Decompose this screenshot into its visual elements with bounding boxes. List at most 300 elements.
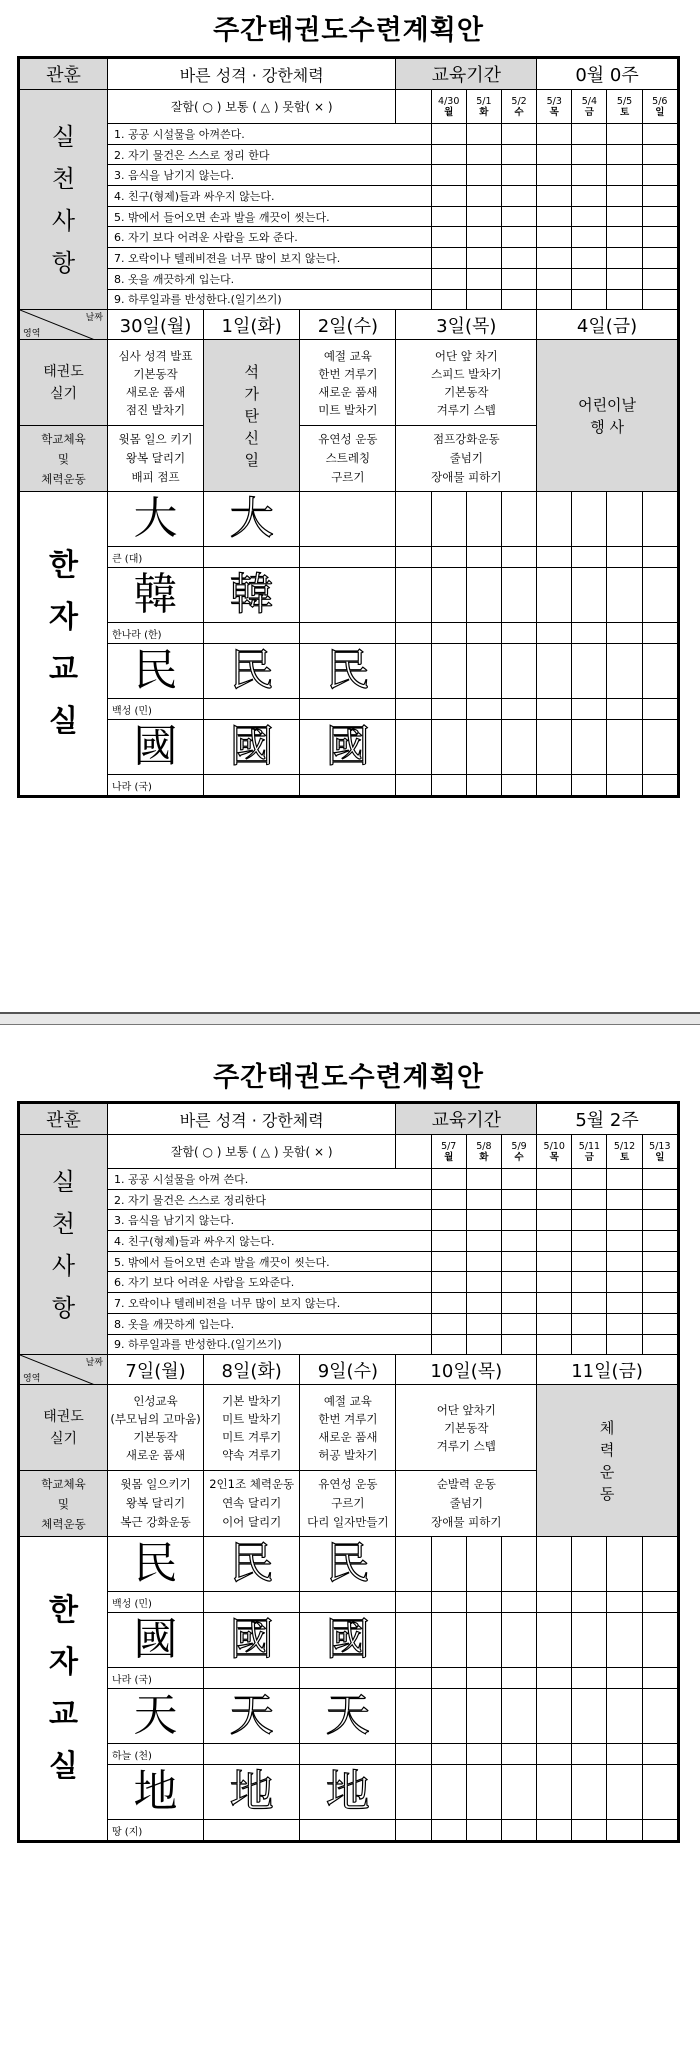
period-value: 5월 2주 [537, 1104, 678, 1135]
check-cell[interactable] [537, 1293, 572, 1314]
hanja-trace-char: 民 [300, 1537, 396, 1592]
hanja-char: 國 [107, 720, 203, 775]
check-cell[interactable] [642, 1272, 677, 1293]
check-cell[interactable] [431, 1251, 466, 1272]
hanja-reading-row [20, 1592, 678, 1613]
check-cell[interactable] [431, 1313, 466, 1334]
hanja-practice-cell[interactable] [607, 1537, 642, 1592]
check-cell[interactable] [572, 1272, 607, 1293]
check-cell[interactable] [466, 1293, 501, 1314]
check-cell[interactable] [431, 1293, 466, 1314]
period-value: 0월 0주 [537, 59, 678, 90]
hanja-char: 韓 [107, 568, 203, 623]
hanja-reading-blank[interactable] [204, 1744, 300, 1765]
check-cell[interactable] [537, 1272, 572, 1293]
hanja-char: 民 [107, 1537, 203, 1592]
schedule-line: 한번 겨루기 [318, 366, 378, 381]
check-cell[interactable] [431, 1189, 466, 1210]
schedule-line: 이어 달리기 [222, 1515, 282, 1530]
hanja-reading: 땅 (지) [107, 1820, 203, 1841]
sheet-title: 주간태권도수련계획안 [213, 15, 484, 46]
schedule-line: 새로운 품새 [318, 384, 378, 399]
pe-label: 학교체육 및 체력운동 [20, 426, 108, 492]
practice-label-char: 천 [51, 1209, 76, 1238]
practice-row [20, 1169, 678, 1190]
hanja-reading-blank[interactable] [642, 1668, 677, 1689]
schedule-line: 유연성 운동 [318, 1477, 378, 1492]
hanja-practice-cell[interactable] [396, 1613, 431, 1668]
check-cell[interactable] [431, 1334, 466, 1355]
corner-area-label: 영역 [23, 329, 41, 340]
schedule-cell [204, 1471, 300, 1537]
check-date-header [642, 1135, 677, 1169]
hanja-char: 國 [107, 1613, 203, 1668]
practice-row [20, 1313, 678, 1334]
hanja-char: 民 [107, 644, 203, 699]
schedule-line: 기본동작 [444, 1420, 489, 1435]
schedule-cell [107, 1385, 203, 1471]
hanja-practice-cell[interactable] [396, 1689, 431, 1744]
hanja-reading-blank[interactable] [431, 1820, 466, 1841]
hanja-practice-cell[interactable] [642, 1765, 677, 1820]
check-day: 토 [619, 106, 630, 118]
practice-item: 5. 밖에서 들어오면 손과 발을 깨끗이 씻는다. [107, 1251, 431, 1272]
hanja-practice-cell[interactable] [466, 1689, 501, 1744]
hanja-char: 天 [107, 1689, 203, 1744]
check-cell[interactable] [537, 1313, 572, 1334]
plan-sheet [17, 0, 680, 2049]
schedule-line: 유연성 운동 [318, 432, 378, 447]
hanja-trace-char: 民 [204, 1537, 300, 1592]
hanja-row [20, 1537, 678, 1592]
practice-row [20, 1251, 678, 1272]
hanja-practice-cell[interactable] [607, 1689, 642, 1744]
check-date: 5/4 [581, 95, 598, 107]
check-cell[interactable] [572, 1251, 607, 1272]
schedule-line: 스트레칭 [325, 451, 371, 466]
check-day: 화 [479, 1151, 489, 1163]
hanja-label-char: 교 [48, 1696, 78, 1732]
schedule-line: 한번 겨루기 [318, 1411, 378, 1426]
hanja-practice-cell[interactable] [607, 1765, 642, 1820]
hanja-reading-blank[interactable] [572, 1668, 607, 1689]
check-cell[interactable] [501, 1313, 536, 1334]
hanja-reading-blank[interactable] [501, 1592, 536, 1613]
schedule-line: 어단 앞 차기 [434, 348, 498, 363]
check-date: 5/3 [546, 95, 562, 107]
schedule-line: 줄넘기 [449, 451, 483, 466]
corner-area-label: 영역 [23, 1374, 41, 1385]
schedule-line: 점프강화운동 [432, 432, 500, 447]
hanja-practice-cell[interactable] [572, 1689, 607, 1744]
hanja-reading-blank[interactable] [466, 1668, 501, 1689]
check-cell[interactable] [642, 1210, 677, 1231]
schedule-cell [300, 1471, 396, 1537]
check-cell[interactable] [537, 1334, 572, 1355]
practice-label-char: 실 [51, 1167, 76, 1196]
hanja-reading-blank[interactable] [204, 1592, 300, 1613]
check-date-header [501, 1135, 536, 1169]
check-cell[interactable] [431, 1231, 466, 1252]
schedule-line: (부모님의 고마움) [110, 1411, 201, 1426]
hanja-trace-char: 地 [300, 1765, 396, 1820]
check-cell[interactable] [642, 1189, 677, 1210]
check-cell[interactable] [501, 1169, 536, 1190]
hanja-trace-char: 國 [204, 1613, 300, 1668]
check-day: 금 [584, 106, 594, 118]
hanja-practice-cell[interactable] [642, 1613, 677, 1668]
hanja-reading-blank[interactable] [537, 1592, 572, 1613]
hanja-reading-blank[interactable] [537, 1744, 572, 1765]
check-date-header [466, 1135, 501, 1169]
plan-grid [19, 1103, 678, 1841]
check-cell[interactable] [466, 1189, 501, 1210]
hanja-practice-cell[interactable] [501, 1613, 536, 1668]
hanja-reading-blank[interactable] [607, 1668, 642, 1689]
hanja-practice-cell[interactable] [607, 1613, 642, 1668]
hanja-reading-blank[interactable] [537, 1668, 572, 1689]
check-day: 일 [655, 106, 665, 118]
hanja-reading-blank[interactable] [642, 1820, 677, 1841]
corner-cell [20, 1355, 108, 1385]
schedule-line: 왕복 달리기 [125, 1496, 186, 1511]
check-cell[interactable] [466, 1251, 501, 1272]
check-cell[interactable] [537, 1231, 572, 1252]
check-cell[interactable] [466, 1169, 501, 1190]
day-header: 4일(금) [537, 310, 678, 340]
day-header: 7일(월) [107, 1355, 203, 1385]
schedule-line: 미트 겨루기 [222, 1429, 282, 1444]
check-cell[interactable] [466, 1231, 501, 1252]
hanja-reading-blank[interactable] [431, 1744, 466, 1765]
check-cell[interactable] [642, 1313, 677, 1334]
check-date: 5/2 [511, 95, 527, 107]
hanja-reading-blank[interactable] [396, 1592, 431, 1613]
schedule-line: 예절 교육 [323, 1393, 372, 1408]
hanja-trace-char: 大 [204, 492, 300, 547]
schedule-line: 새로운 품새 [125, 384, 186, 399]
hanja-practice-cell[interactable] [466, 1613, 501, 1668]
schedule-line: 다리 일자만들기 [307, 1515, 389, 1530]
corner-date-label: 날짜 [85, 313, 103, 324]
schedule-line: 스피드 발차기 [431, 366, 502, 381]
practice-item: 1. 공공 시설물을 아껴 쓴다. [107, 1169, 431, 1190]
check-date: 5/13 [649, 1140, 671, 1152]
practice-row [20, 1293, 678, 1314]
check-day: 금 [584, 1151, 594, 1163]
period-label: 교육기간 [396, 1104, 537, 1135]
check-date: 5/9 [511, 1140, 527, 1152]
schedule-line: 미트 발차기 [222, 1411, 282, 1426]
check-cell[interactable] [607, 1272, 642, 1293]
schedule-line: 미트 발차기 [318, 402, 378, 417]
hanja-practice-cell[interactable] [396, 1537, 431, 1592]
check-cell[interactable] [572, 1169, 607, 1190]
check-day: 목 [549, 106, 559, 118]
hanja-practice-cell[interactable] [572, 1765, 607, 1820]
check-day: 월 [444, 1151, 454, 1163]
check-cell[interactable] [607, 1189, 642, 1210]
hanja-trace-char: 國 [300, 720, 396, 775]
day-header: 11일(금) [537, 1355, 678, 1385]
schedule-line: 구르기 [331, 470, 365, 485]
schedule-cell [300, 1385, 396, 1471]
check-cell[interactable] [607, 1251, 642, 1272]
hanja-reading: 백성 (민) [107, 699, 203, 720]
hanja-trace-char: 國 [300, 1613, 396, 1668]
hanja-practice-cell[interactable] [431, 1537, 466, 1592]
practice-label-char: 천 [51, 164, 76, 193]
hanja-practice-cell[interactable] [431, 1765, 466, 1820]
schedule-line: 복근 강화운동 [120, 1515, 191, 1530]
hanja-char: 地 [107, 1765, 203, 1820]
hanja-row [20, 1613, 678, 1668]
hanja-reading-row [20, 1820, 678, 1841]
check-cell[interactable] [642, 1169, 677, 1190]
hanja-trace-char: 民 [300, 644, 396, 699]
sheet-title: 주간태권도수련계획안 [213, 1062, 484, 1093]
hanja-reading-blank[interactable] [396, 1744, 431, 1765]
hanja-reading-blank[interactable] [204, 1820, 300, 1841]
hanja-reading: 나라 (국) [107, 1668, 203, 1689]
practice-label-char: 실 [51, 122, 76, 151]
practice-item: 2. 자기 물건은 스스로 정리 한다 [107, 144, 431, 165]
practice-item: 6. 자기 보다 어려운 사람을 도와준다. [107, 1272, 431, 1293]
practice-item: 3. 음식을 남기지 않는다. [107, 165, 431, 186]
check-cell[interactable] [466, 1313, 501, 1334]
hanja-practice-cell[interactable] [501, 1537, 536, 1592]
hanja-reading-blank[interactable] [607, 1592, 642, 1613]
check-cell[interactable] [572, 1231, 607, 1252]
check-cell[interactable] [607, 1231, 642, 1252]
schedule-line: 약속 겨루기 [222, 1447, 282, 1462]
check-cell[interactable] [607, 1293, 642, 1314]
hanja-practice-cell[interactable] [431, 1613, 466, 1668]
hanja-practice-cell[interactable] [572, 1537, 607, 1592]
check-cell[interactable] [607, 1210, 642, 1231]
hanja-reading-blank[interactable] [466, 1744, 501, 1765]
hanja-reading-row [20, 1744, 678, 1765]
hanja-practice-cell[interactable] [537, 1613, 572, 1668]
schedule-line: 인성교육 [133, 1393, 178, 1408]
check-cell[interactable] [607, 1313, 642, 1334]
schedule-cell [396, 1471, 537, 1537]
pe-label: 학교체육 및 체력운동 [20, 1471, 108, 1537]
hanja-reading-blank[interactable] [607, 1820, 642, 1841]
check-cell[interactable] [572, 1313, 607, 1334]
check-cell[interactable] [642, 1334, 677, 1355]
check-cell[interactable] [537, 1169, 572, 1190]
schedule-line: 연속 달리기 [222, 1496, 282, 1511]
hanja-trace-char: 天 [204, 1689, 300, 1744]
check-date: 5/5 [616, 95, 633, 107]
check-day: 토 [619, 1151, 630, 1163]
practice-item: 7. 오락이나 텔레비젼을 너무 많이 보지 않는다. [107, 248, 431, 269]
check-cell[interactable] [642, 1293, 677, 1314]
practice-item: 8. 옷을 깨끗하게 입는다. [107, 268, 431, 289]
schedule-line: 심사 성격 발표 [118, 348, 193, 363]
motto-label: 관훈 [20, 59, 108, 90]
check-cell[interactable] [572, 1210, 607, 1231]
schedule-line: 기본동작 [444, 384, 489, 399]
hanja-reading-blank[interactable] [572, 1820, 607, 1841]
day-header: 3일(목) [396, 310, 537, 340]
hanja-reading-blank[interactable] [396, 1668, 431, 1689]
practice-row [20, 1272, 678, 1293]
check-cell[interactable] [466, 1210, 501, 1231]
hanja-reading-blank[interactable] [431, 1668, 466, 1689]
taekwondo-label: 태권도 실기 [20, 1385, 108, 1471]
check-day: 수 [514, 106, 524, 118]
holiday-event-cell: 어린이날 행 사 [537, 340, 678, 492]
check-date-header [537, 1135, 572, 1169]
practice-item: 2. 자기 물건은 스스로 정리한다 [107, 1189, 431, 1210]
hanja-practice-cell[interactable] [466, 1537, 501, 1592]
hanja-practice-cell[interactable] [431, 1689, 466, 1744]
hanja-practice-cell[interactable] [642, 1689, 677, 1744]
hanja-reading-row [20, 1668, 678, 1689]
hanja-practice-cell[interactable] [537, 1689, 572, 1744]
hanja-reading-blank[interactable] [204, 1668, 300, 1689]
check-date: 5/11 [578, 1140, 601, 1152]
check-date: 5/8 [476, 1140, 492, 1152]
hanja-reading-blank[interactable] [607, 1744, 642, 1765]
check-cell[interactable] [501, 1231, 536, 1252]
hanja-reading-blank[interactable] [501, 1668, 536, 1689]
practice-label-char: 사 [51, 206, 76, 235]
check-date-header [607, 1135, 642, 1169]
check-cell[interactable] [572, 1334, 607, 1355]
hanja-reading-blank[interactable] [572, 1744, 607, 1765]
hanja-reading-blank[interactable] [300, 1592, 396, 1613]
schedule-line: 구르기 [331, 1496, 365, 1511]
schedule-line: 허공 발차기 [318, 1447, 378, 1462]
hanja-reading-blank[interactable] [300, 1820, 396, 1841]
schedule-line: 왕복 달리기 [125, 451, 186, 466]
hanja-label-char: 한 [48, 547, 78, 583]
hanja-practice-cell[interactable] [396, 1765, 431, 1820]
schedule-line: 순발력 운동 [436, 1477, 496, 1492]
schedule-line: 새로운 품새 [318, 1429, 378, 1444]
schedule-line: 기본동작 [133, 1429, 178, 1444]
schedule-line: 장애물 피하기 [431, 1515, 502, 1530]
check-cell[interactable] [501, 1293, 536, 1314]
hanja-reading-blank[interactable] [572, 1592, 607, 1613]
day-header-row [20, 1355, 678, 1385]
practice-label-char: 항 [51, 1293, 76, 1322]
schedule-line: 예절 교육 [323, 348, 372, 363]
practice-item: 8. 옷을 깨끗하게 입는다. [107, 1313, 431, 1334]
check-cell[interactable] [501, 1210, 536, 1231]
hanja-reading-blank[interactable] [537, 1820, 572, 1841]
schedule-line: 배피 점프 [131, 470, 180, 485]
hanja-practice-cell[interactable] [501, 1765, 536, 1820]
check-cell[interactable] [537, 1251, 572, 1272]
schedule-line: 윗몸 일으키기 [120, 1477, 191, 1492]
hanja-reading-blank[interactable] [642, 1592, 677, 1613]
check-cell[interactable] [501, 1272, 536, 1293]
day-header: 8일(화) [204, 1355, 300, 1385]
check-cell[interactable] [642, 1251, 677, 1272]
hanja-reading-blank[interactable] [300, 1668, 396, 1689]
practice-label-char: 사 [51, 1251, 76, 1280]
practice-row [20, 1334, 678, 1355]
hanja-reading-blank[interactable] [466, 1820, 501, 1841]
period-label: 교육기간 [396, 59, 537, 90]
check-cell[interactable] [572, 1293, 607, 1314]
hanja-reading-blank[interactable] [466, 1592, 501, 1613]
practice-row [20, 1189, 678, 1210]
hanja-char: 大 [107, 492, 203, 547]
taekwondo-label: 태권도 실기 [20, 340, 108, 426]
check-cell[interactable] [607, 1169, 642, 1190]
plan-table [17, 1101, 680, 1843]
practice-item: 7. 오락이나 텔레비젼을 너무 많이 보지 않는다. [107, 1293, 431, 1314]
schedule-line: 기본동작 [133, 366, 178, 381]
hanja-reading-blank[interactable] [396, 1820, 431, 1841]
practice-item: 9. 하루일과를 반성한다.(일기쓰기) [107, 1334, 431, 1355]
check-cell[interactable] [501, 1189, 536, 1210]
hanja-practice-cell[interactable] [466, 1765, 501, 1820]
hanja-practice-cell[interactable] [537, 1765, 572, 1820]
check-cell[interactable] [431, 1169, 466, 1190]
hanja-row [20, 1689, 678, 1744]
check-cell[interactable] [537, 1210, 572, 1231]
hanja-row [20, 1765, 678, 1820]
check-cell[interactable] [431, 1210, 466, 1231]
check-day: 화 [479, 106, 489, 118]
hanja-trace-char: 天 [300, 1689, 396, 1744]
hanja-reading-blank[interactable] [501, 1820, 536, 1841]
schedule-line: 줄넘기 [449, 1496, 483, 1511]
hanja-practice-cell[interactable] [642, 1537, 677, 1592]
check-cell[interactable] [466, 1334, 501, 1355]
hanja-reading-blank[interactable] [501, 1744, 536, 1765]
check-cell[interactable] [431, 1272, 466, 1293]
check-cell[interactable] [466, 1272, 501, 1293]
hanja-label-char: 실 [48, 703, 78, 739]
corner-date-label: 날짜 [85, 1358, 103, 1369]
practice-item: 4. 친구(형제)들과 싸우지 않는다. [107, 1231, 431, 1252]
check-cell[interactable] [572, 1189, 607, 1210]
hanja-practice-cell[interactable] [537, 1537, 572, 1592]
schedule-line: 새로운 품새 [125, 1447, 186, 1462]
hanja-reading-blank[interactable] [300, 1744, 396, 1765]
check-date: 5/6 [652, 95, 668, 107]
check-date-header [572, 1135, 607, 1169]
practice-row [20, 1231, 678, 1252]
check-cell[interactable] [607, 1334, 642, 1355]
schedule-line: 장애물 피하기 [431, 470, 502, 485]
check-cell[interactable] [501, 1334, 536, 1355]
hanja-reading-blank[interactable] [642, 1744, 677, 1765]
hanja-reading-blank[interactable] [431, 1592, 466, 1613]
check-cell[interactable] [642, 1231, 677, 1252]
check-date: 5/10 [543, 1140, 565, 1152]
hanja-practice-cell[interactable] [501, 1689, 536, 1744]
hanja-practice-cell[interactable] [572, 1613, 607, 1668]
practice-item: 6. 자기 보다 어려운 사람을 도와 준다. [107, 227, 431, 248]
hanja-label-char: 교 [48, 651, 78, 687]
special-event-cell: 석 가 탄 신 일 [204, 340, 300, 492]
schedule-line: 점진 발차기 [125, 402, 186, 417]
check-cell[interactable] [537, 1189, 572, 1210]
hanja-label-char: 자 [48, 1644, 78, 1680]
check-spacer [396, 1135, 431, 1169]
check-cell[interactable] [501, 1251, 536, 1272]
legend-text: 잘함( ○ ) 보통 ( △ ) 못함( × ) [107, 1135, 396, 1169]
day-header: 1일(화) [204, 310, 300, 340]
